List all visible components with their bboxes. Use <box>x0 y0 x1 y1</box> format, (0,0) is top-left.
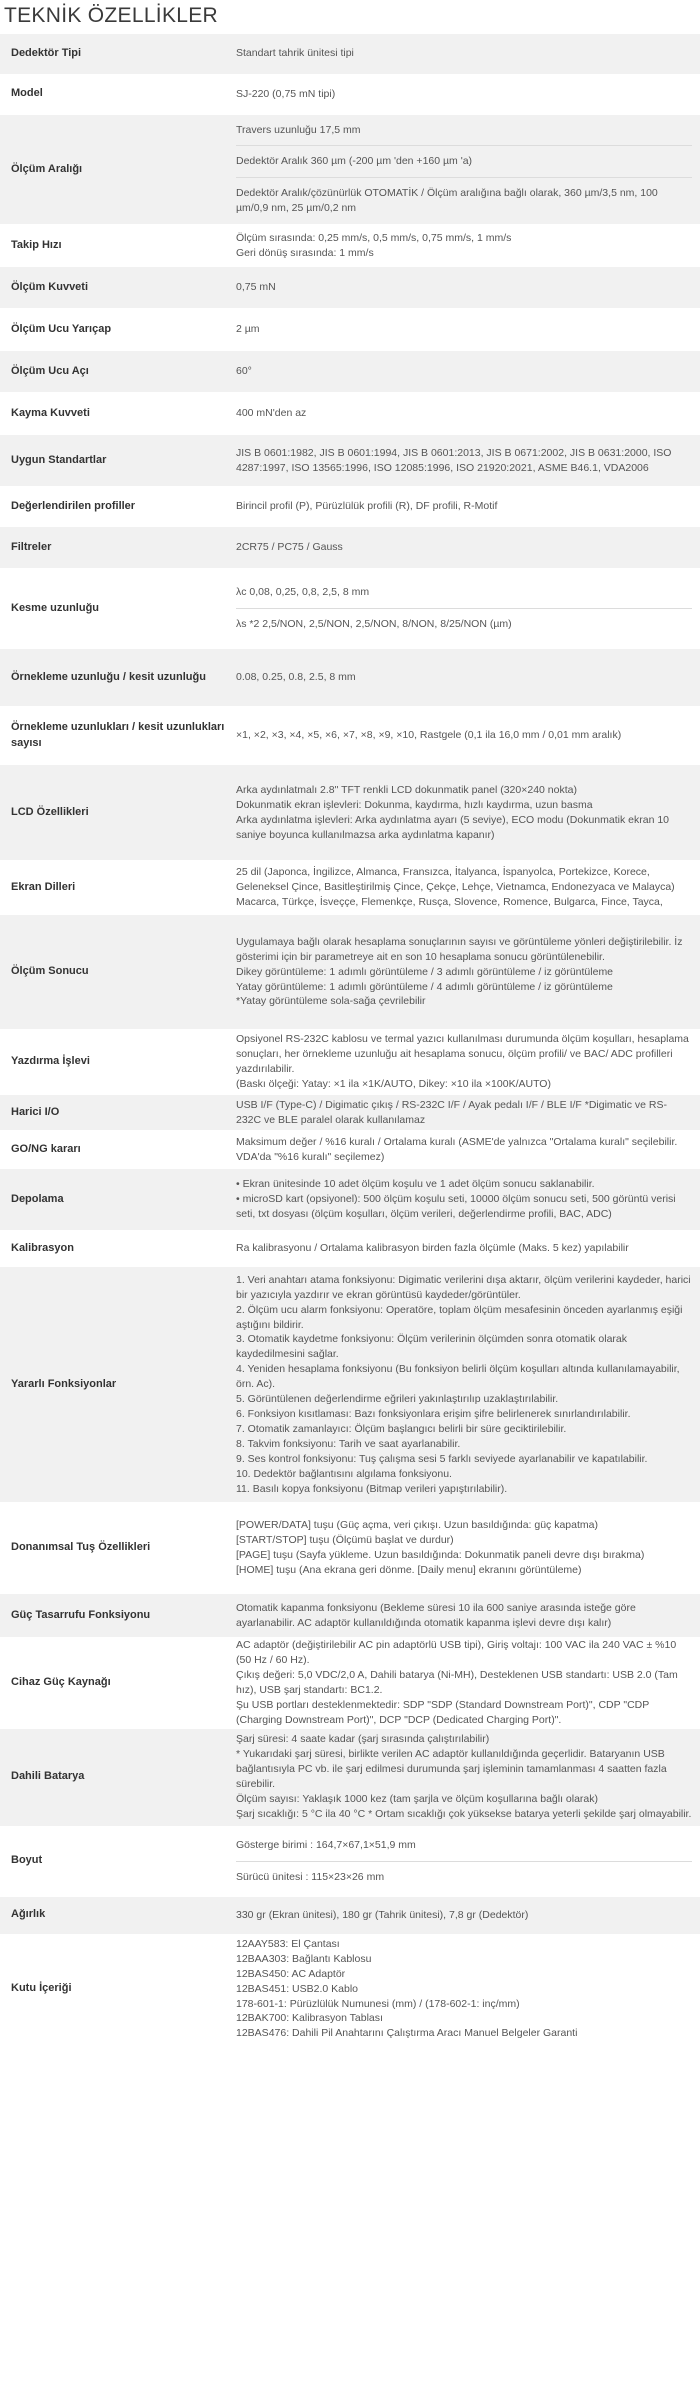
spec-row <box>0 1095 700 1131</box>
spec-label: Güç Tasarrufu Fonksiyonu <box>0 1594 234 1638</box>
spec-value-line: 178-601-1: Pürüzlülük Numunesi (mm) / (178-602-1: inç/mm) <box>236 1997 520 2010</box>
spec-row <box>0 569 700 649</box>
spec-label: Dahili Batarya <box>0 1728 234 1826</box>
spec-value-line: 4. Yeniden hesaplama fonksiyonu (Bu fonksiyon belirli ölçüm koşulları altında kullanılamayabilir, örn. Ac). <box>236 1363 680 1391</box>
spec-value <box>234 1594 700 1638</box>
spec-row <box>0 1267 700 1503</box>
spec-row <box>0 765 700 861</box>
spec-row <box>0 707 700 765</box>
spec-value-line: Şarj süresi: 4 saate kadar (şarj sırasında çalıştırılabilir) <box>236 1733 490 1746</box>
spec-value-line: 2 µm <box>236 323 260 336</box>
spec-value-line: Ra kalibrasyonu / Ortalama kalibrasyon birden fazla ölçümle (Maks. 5 kez) yapılabilir <box>236 1242 629 1255</box>
spec-value <box>234 1267 700 1503</box>
spec-value-line: 2. Ölçüm ucu alarm fonksiyonu: Operatöre, toplam ölçüm mesafesinin önceden ayarlanmış eşiği aştığını bildirir. <box>236 1303 683 1331</box>
spec-value-line: 330 gr (Ekran ünitesi), 180 gr (Tahrik ünitesi), 7,8 gr (Dedektör) <box>236 1908 529 1921</box>
spec-value-line: Maksimum değer / %16 kuralı / Ortalama kuralı (ASME'de yalnızca "Ortalama kuralı" seçilebilir. VDA'da "%16 kuralı" seçilemez) <box>236 1135 678 1163</box>
spec-value <box>234 1095 700 1131</box>
spec-value <box>234 1131 700 1169</box>
spec-table <box>0 34 700 2045</box>
spec-value-line: Arka aydınlatmalı 2.8" TFT renkli LCD dokunmatik panel (320×240 nokta) <box>236 783 577 796</box>
spec-value-line: [POWER/DATA] tuşu (Güç açma, veri çıkışı. Uzun basıldığında: güç kapatma) <box>236 1519 598 1532</box>
spec-value-line: * Yukarıdaki şarj süresi, birlikte verilen AC adaptör kullanıldığında geçerlidir. Bataryanın USB bağlantısıyla PC vb. ile şarj edilmesi durumunda şarj işleminin tamamlanması 4 saatten fazla sürebilir. <box>236 1748 667 1791</box>
spec-label: Depolama <box>0 1169 234 1231</box>
spec-value <box>234 1826 700 1896</box>
spec-value-line: 0.08, 0.25, 0.8, 2.5, 8 mm <box>236 671 356 684</box>
spec-value-line: Şarj sıcaklığı: 5 °C ila 40 °C * Ortam sıcaklığı çok yüksekse batarya yeterli şekilde şarj olmayabilir. <box>236 1807 692 1820</box>
spec-label: Harici I/O <box>0 1095 234 1131</box>
spec-value <box>234 707 700 765</box>
spec-label: GO/NG kararı <box>0 1131 234 1169</box>
spec-value-line: 400 mN'den az <box>236 407 307 420</box>
spec-value-line: 60° <box>236 365 252 378</box>
spec-value-line: Şu USB portları desteklenmektedir: SDP "SDP (Standard Downstream Port)", CDP "CDP (Charging Downstream Port)", DCP "DCP (Dedicated Charging Port)". <box>236 1698 650 1726</box>
spec-label: Filtreler <box>0 527 234 569</box>
spec-value-line: Geri dönüş sırasında: 1 mm/s <box>236 246 374 259</box>
spec-value-line: *Yatay görüntüleme sola-sağa çevrilebilir <box>236 995 426 1008</box>
spec-row <box>0 393 700 435</box>
spec-value <box>234 1169 700 1231</box>
spec-value <box>234 351 700 393</box>
spec-value <box>234 1934 700 2044</box>
spec-value-line: 8. Takvim fonksiyonu: Tarih ve saat ayarlanabilir. <box>236 1437 461 1450</box>
spec-label: Ölçüm Sonucu <box>0 915 234 1030</box>
spec-value <box>234 225 700 267</box>
spec-value-line: • microSD kart (opsiyonel): 500 ölçüm koşulu seti, 10000 ölçüm sonucu seti, 500 görüntü verisi seti, txt dosyası (ölçüm koşulları, ölçüm verileri, değerlendirme profili, BAC, ADC) <box>236 1193 676 1221</box>
spec-value <box>234 1030 700 1095</box>
spec-row <box>0 527 700 569</box>
spec-value <box>234 309 700 351</box>
spec-value <box>234 114 700 225</box>
spec-value <box>234 34 700 74</box>
spec-row <box>0 351 700 393</box>
spec-value <box>234 393 700 435</box>
spec-row <box>0 267 700 309</box>
spec-value-line: λc 0,08, 0,25, 0,8, 2,5, 8 mm <box>236 586 370 599</box>
spec-value-line: 9. Ses kontrol fonksiyonu: Tuş çalışma sesi 5 farklı seviyede ayarlanabilir ve kapatılabilir. <box>236 1452 648 1465</box>
spec-value-line: Ölçüm sırasında: 0,25 mm/s, 0,5 mm/s, 0,75 mm/s, 1 mm/s <box>236 231 512 244</box>
spec-row <box>0 34 700 74</box>
spec-label: Ölçüm Kuvveti <box>0 267 234 309</box>
spec-value-line: [START/STOP] tuşu (Ölçümü başlat ve durdur) <box>236 1534 454 1547</box>
spec-label: Dedektör Tipi <box>0 34 234 74</box>
spec-label: Yazdırma İşlevi <box>0 1030 234 1095</box>
spec-value-line: ×1, ×2, ×3, ×4, ×5, ×6, ×7, ×8, ×9, ×10, Rastgele (0,1 ila 16,0 mm / 0,01 mm aralık) <box>236 729 622 742</box>
spec-label: Örnekleme uzunlukları / kesit uzunlukları sayısı <box>0 707 234 765</box>
spec-label: Ölçüm Ucu Açı <box>0 351 234 393</box>
spec-label: Ağırlık <box>0 1896 234 1934</box>
spec-value-line: 11. Basılı kopya fonksiyonu (Bitmap verileri yapıştırılabilir). <box>236 1482 508 1495</box>
spec-value-line: 6. Fonksiyon kısıtlaması: Bazı fonksiyonlara erişim şifre belirlenerek sınırlandırılabilir. <box>236 1407 631 1420</box>
spec-value-line: Birincil profil (P), Pürüzlülük profili (R), DF profili, R-Motif <box>236 500 498 513</box>
spec-value-line: 12BAK700: Kalibrasyon Tablası <box>236 2012 383 2025</box>
spec-row <box>0 1231 700 1267</box>
spec-value-line: Dedektör Aralık 360 µm (-200 µm 'den +160 µm 'a) <box>236 145 692 177</box>
spec-label: Yararlı Fonksiyonlar <box>0 1267 234 1503</box>
spec-row <box>0 1728 700 1826</box>
spec-label: Boyut <box>0 1826 234 1896</box>
spec-value-line: JIS B 0601:1982, JIS B 0601:1994, JIS B 0601:2013, JIS B 0671:2002, JIS B 0631:2000, ISO 4287:1997, ISO 13565:1996, ISO 12085:1996, ISO 21920:2021, ASME B46.1, VDA2006 <box>236 446 672 474</box>
spec-value-line: Sürücü ünitesi : 115×23×26 mm <box>236 1861 692 1893</box>
spec-value <box>234 1896 700 1934</box>
spec-value-line: (Baskı ölçeği: Yatay: ×1 ila ×1K/AUTO, Dikey: ×10 ila ×100K/AUTO) <box>236 1078 551 1091</box>
spec-row <box>0 225 700 267</box>
spec-value-line: 0,75 mN <box>236 281 276 294</box>
spec-label: Ekran Dilleri <box>0 861 234 915</box>
spec-value-line: Dikey görüntüleme: 1 adımlı görüntüleme / 3 adımlı görüntüleme / iz görüntüleme <box>236 965 614 978</box>
spec-row <box>0 1594 700 1638</box>
spec-value-line: • Ekran ünitesinde 10 adet ölçüm koşulu ve 1 adet ölçüm sonucu saklanabilir. <box>236 1178 595 1191</box>
page-title: TEKNİK ÖZELLİKLER <box>4 4 219 27</box>
spec-label: Takip Hızı <box>0 225 234 267</box>
spec-row <box>0 1503 700 1594</box>
spec-row <box>0 1896 700 1934</box>
spec-label: Kayma Kuvveti <box>0 393 234 435</box>
spec-value-line: 12BAA303: Bağlantı Kablosu <box>236 1952 372 1965</box>
spec-value <box>234 267 700 309</box>
spec-value <box>234 861 700 915</box>
spec-value <box>234 1231 700 1267</box>
spec-value-line: 3. Otomatik kaydetme fonksiyonu: Ölçüm verilerinin ölçümden sonra otomatik olarak kaydedilmesini sağlar. <box>236 1333 628 1361</box>
spec-row <box>0 649 700 707</box>
spec-value-line: USB I/F (Type-C) / Digimatic çıkış / RS-232C I/F / Ayak pedalı I/F / BLE I/F *Digimatic ve RS-232C ve BLE paralel olarak kullanılamaz <box>236 1098 668 1126</box>
spec-row <box>0 1169 700 1231</box>
spec-value-line: 2CR75 / PC75 / Gauss <box>236 541 343 554</box>
spec-value-line: [HOME] tuşu (Ana ekrana geri dönme. [Daily menu] ekranını görüntüleme) <box>236 1564 582 1577</box>
spec-value <box>234 527 700 569</box>
spec-label: Cihaz Güç Kaynağı <box>0 1638 234 1728</box>
spec-row <box>0 74 700 114</box>
spec-label: Donanımsal Tuş Özellikleri <box>0 1503 234 1594</box>
spec-value <box>234 1728 700 1826</box>
spec-label: Kesme uzunluğu <box>0 569 234 649</box>
spec-row <box>0 861 700 915</box>
spec-label: Ölçüm Aralığı <box>0 114 234 225</box>
spec-value-line: 12BAS476: Dahili Pil Anahtarını Çalıştırma Aracı Manuel Belgeler Garanti <box>236 2027 578 2040</box>
spec-value <box>234 487 700 527</box>
spec-value <box>234 74 700 114</box>
spec-row <box>0 487 700 527</box>
spec-label: Örnekleme uzunluğu / kesit uzunluğu <box>0 649 234 707</box>
spec-value-line: [PAGE] tuşu (Sayfa yükleme. Uzun basıldığında: Dokunmatik paneli devre dışı bırakma) <box>236 1549 645 1562</box>
spec-value <box>234 435 700 487</box>
spec-value-line: 1. Veri anahtarı atama fonksiyonu: Digimatic verilerini dışa aktarır, ölçüm verilerini kaydeder, harici bir yazıcıyla yazdırır ve ekran görüntüsü kaydeder/görüntüler. <box>236 1273 691 1301</box>
spec-row <box>0 309 700 351</box>
spec-value <box>234 569 700 649</box>
spec-label: Kalibrasyon <box>0 1231 234 1267</box>
spec-row <box>0 1030 700 1095</box>
spec-row <box>0 1934 700 2044</box>
spec-value-line: Dokunmatik ekran işlevleri: Dokunma, kaydırma, hızlı kaydırma, uzun basma <box>236 798 593 811</box>
spec-value-line: Yatay görüntüleme: 1 adımlı görüntüleme / 4 adımlı görüntüleme / iz görüntüleme <box>236 980 613 993</box>
spec-value-line: Otomatik kapanma fonksiyonu (Bekleme süresi 10 ila 600 saniye arasında isteğe göre ayarlanabilir. AC adaptör kullanıldığında otomatik kapanma işlevi devre dışı kalır) <box>236 1601 636 1629</box>
spec-label: Uygun Standartlar <box>0 435 234 487</box>
spec-value-line: 25 dil (Japonca, İngilizce, Almanca, Fransızca, İtalyanca, İspanyolca, Portekizce, Korece, Geleneksel Çince, Basitleştirilmiş Çince, Çekçe, Lehçe, Vietnamca, Endonezyaca ve Malayca) Macarca, Türkçe, İsveççe, Flemenkçe, Rusça, Slovence, Romence, Bulgarca, Fince, Tayca, <box>236 866 675 909</box>
spec-row <box>0 435 700 487</box>
spec-value-line: λs *2 2,5/NON, 2,5/NON, 2,5/NON, 8/NON, 8/25/NON (µm) <box>236 608 692 640</box>
spec-value <box>234 765 700 861</box>
spec-value-line: Standart tahrik ünitesi tipi <box>236 47 354 60</box>
spec-value-line: Dedektör Aralık/çözünürlük OTOMATİK / Ölçüm aralığına bağlı olarak, 360 µm/3,5 nm, 100 µm/0,9 nm, 25 µm/0,2 nm <box>236 177 692 224</box>
spec-label: LCD Özellikleri <box>0 765 234 861</box>
spec-value-line: 5. Görüntülenen değerlendirme eğrileri yakınlaştırılıp uzaklaştırılabilir. <box>236 1393 559 1406</box>
spec-row <box>0 1826 700 1896</box>
spec-value-line: AC adaptör (değiştirilebilir AC pin adaptörlü USB tipi), Giriş voltajı: 100 VAC ila 240 VAC ± %10 (50 Hz / 60 Hz). <box>236 1639 677 1667</box>
spec-label: Kutu İçeriği <box>0 1934 234 2044</box>
spec-value-line: Opsiyonel RS-232C kablosu ve termal yazıcı kullanılması durumunda ölçüm koşulları, hesaplama sonuçları, her örnekleme uzunluğu ait hesaplama sonucu, ölçüm profili/ ve BAC/ ADC profilleri yazdırılabilir. <box>236 1033 689 1076</box>
spec-value-line: SJ-220 (0,75 mN tipi) <box>236 87 336 100</box>
spec-value-line: Travers uzunluğu 17,5 mm <box>236 123 361 136</box>
spec-value-line: Arka aydınlatma işlevleri: Arka aydınlatma ayarı (5 seviye), ECO modu (Dokunmatik ekran 10 saniye boyunca kullanılmazsa arka aydınlatma kapanır) <box>236 813 670 841</box>
spec-value-line: 7. Otomatik zamanlayıcı: Ölçüm başlangıcı belirli bir süre geciktirilebilir. <box>236 1422 567 1435</box>
spec-value-line: 12AAY583: El Çantası <box>236 1937 340 1950</box>
spec-value-line: 12BAS450: AC Adaptör <box>236 1967 346 1980</box>
spec-value <box>234 915 700 1030</box>
spec-value-line: Gösterge birimi : 164,7×67,1×51,9 mm <box>236 1838 416 1851</box>
spec-value <box>234 649 700 707</box>
spec-value-line: Uygulamaya bağlı olarak hesaplama sonuçlarının sayısı ve görüntüleme yönleri değiştirilebilir. İz gösterimi için bir parametreye ait en son 10 hesaplama sonucu görüntülenebilir. <box>236 935 683 963</box>
spec-row <box>0 915 700 1030</box>
spec-label: Değerlendirilen profiller <box>0 487 234 527</box>
spec-value <box>234 1638 700 1728</box>
spec-value-line: Ölçüm sayısı: Yaklaşık 1000 kez (tam şarjla ve ölçüm koşullarına bağlı olarak) <box>236 1792 599 1805</box>
spec-value <box>234 1503 700 1594</box>
spec-value-line: Çıkış değeri: 5,0 VDC/2,0 A, Dahili batarya (Ni-MH), Desteklenen USB standartı: USB 2.0 (Tam hız), USB şarj standartı: BC1.2. <box>236 1668 678 1696</box>
spec-row <box>0 1638 700 1728</box>
spec-label: Ölçüm Ucu Yarıçap <box>0 309 234 351</box>
spec-value-line: 12BAS451: USB2.0 Kablo <box>236 1982 359 1995</box>
spec-row <box>0 114 700 225</box>
spec-value-line: 10. Dedektör bağlantısını algılama fonksiyonu. <box>236 1467 452 1480</box>
spec-row <box>0 1131 700 1169</box>
spec-label: Model <box>0 74 234 114</box>
